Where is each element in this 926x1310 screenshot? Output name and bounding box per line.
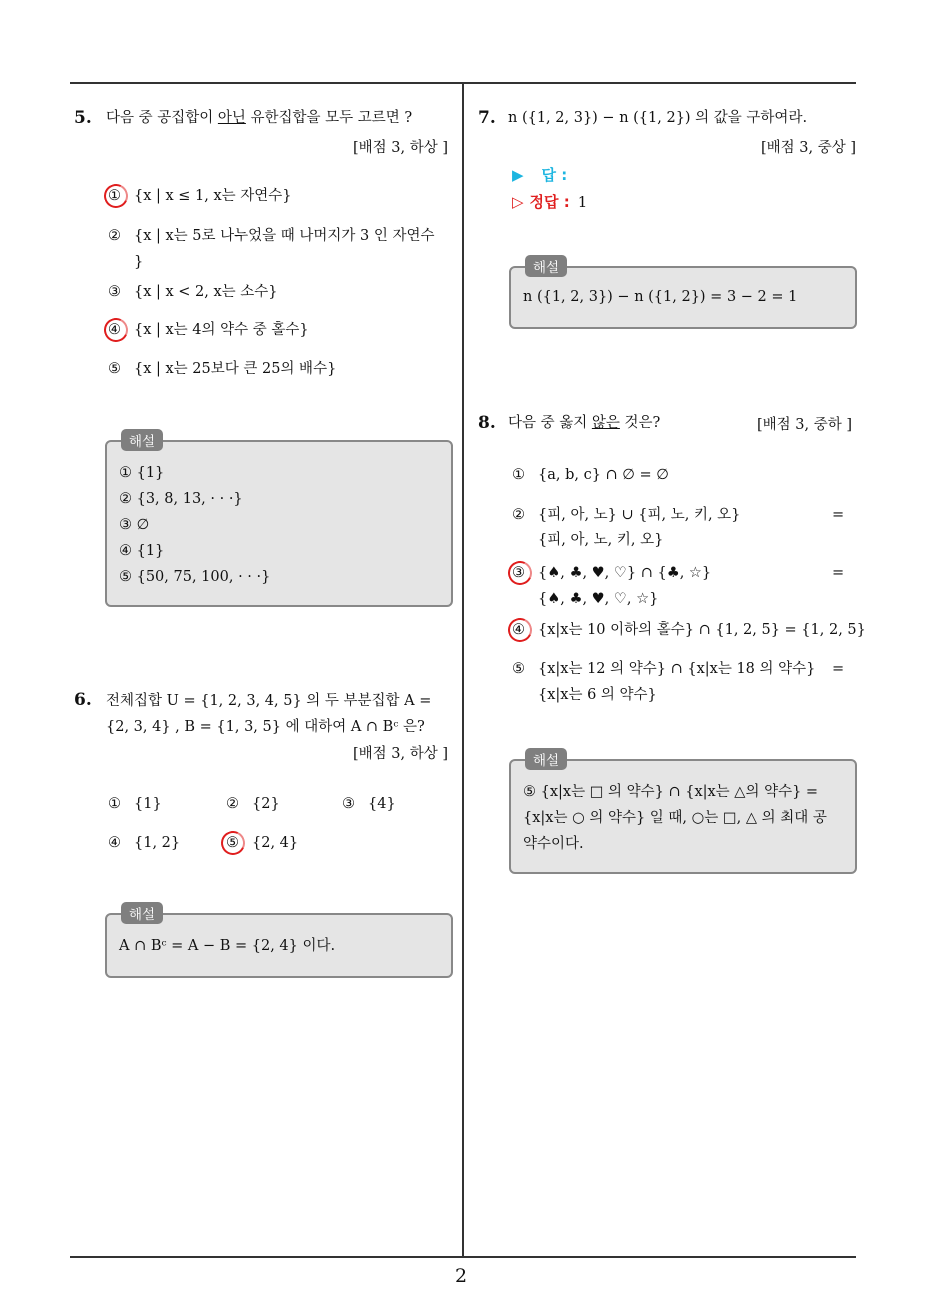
- q6-question-line1: 전체집합 U = {1, 2, 3, 4, 5} 의 두 부분집합 A =: [106, 693, 432, 709]
- explanation-line: ② {3, 8, 13, · · ·}: [119, 491, 243, 507]
- q8-text-underlined: 않은: [591, 415, 620, 431]
- q8-option-2[interactable]: [512, 503, 740, 527]
- explanation-tag: 해설: [121, 429, 163, 451]
- q8-option-3-equals: =: [832, 565, 845, 581]
- q8-text-after: 것은?: [619, 415, 661, 431]
- answer-play-icon: ▶: [512, 166, 524, 184]
- explanation-line: {x|x는 ○ 의 약수} 일 때, ○는 □, △ 의 최대 공: [523, 810, 827, 826]
- option-text: {x | x ≤ 1, x는 자연수}: [134, 188, 292, 204]
- q8-option-5-cont: {x|x는 6 의 약수}: [538, 687, 657, 703]
- q5-text-before: 다음 중 공집합이: [106, 110, 218, 126]
- q8-option-3[interactable]: [512, 561, 711, 585]
- option-number: ④: [108, 322, 121, 338]
- q5-question: [106, 105, 412, 131]
- q6-explanation-box: [105, 907, 453, 978]
- explanation-line: A ∩ Bᶜ = A − B = {2, 4} 이다.: [119, 938, 336, 954]
- q8-text-before: 다음 중 옳지: [508, 415, 592, 431]
- option-number: ②: [226, 796, 239, 812]
- option-text: }: [134, 254, 144, 270]
- page-number: 2: [455, 1265, 468, 1287]
- explanation-tag: 해설: [525, 748, 567, 770]
- q5-option-1[interactable]: [108, 184, 292, 208]
- q5-text-underlined: 아닌: [217, 110, 246, 126]
- option-text: {x | x는 25보다 큰 25의 배수}: [134, 361, 337, 377]
- q5-score: [배점 3, 하상 ]: [352, 140, 448, 156]
- explanation-line: ⑤ {50, 75, 100, · · ·}: [119, 569, 271, 585]
- option-number: ⑤: [108, 361, 121, 377]
- q8-score: [배점 3, 중하 ]: [756, 417, 852, 433]
- q5-option-5[interactable]: [108, 357, 336, 381]
- q6-option-3[interactable]: [342, 792, 396, 816]
- option-text: {x | x는 5로 나누었을 때 나머지가 3 인 자연수: [134, 228, 435, 244]
- q7-score: [배점 3, 중상 ]: [760, 140, 856, 156]
- option-text: {4}: [368, 796, 396, 812]
- q6-number: 6.: [74, 690, 92, 710]
- explanation-line: ⑤ {x|x는 □ 의 약수} ∩ {x|x는 △의 약수} =: [523, 784, 819, 800]
- option-text: {1, 2}: [134, 835, 181, 851]
- option-number: ⑤: [512, 661, 525, 677]
- q5-option-4[interactable]: [108, 318, 309, 342]
- q8-question: [508, 410, 660, 436]
- explanation-tag: 해설: [525, 255, 567, 277]
- explanation-tag: 해설: [121, 902, 163, 924]
- q6-option-4[interactable]: [108, 831, 180, 855]
- explanation-line: ③ ∅: [119, 517, 150, 533]
- option-number: ①: [108, 188, 121, 204]
- q5-text-after: 유한집합을 모두 고르면 ?: [245, 110, 413, 126]
- q8-option-1[interactable]: [512, 463, 669, 487]
- correct-value: 1: [577, 193, 588, 211]
- option-number: ⑤: [226, 835, 239, 851]
- option-text: {x | x < 2, x는 소수}: [134, 284, 278, 300]
- option-number: ②: [108, 228, 121, 244]
- q6-option-1[interactable]: [108, 792, 162, 816]
- q8-option-4[interactable]: [512, 618, 866, 642]
- q5-explanation-box: [105, 434, 453, 607]
- q5-option-2[interactable]: [108, 224, 435, 248]
- option-text: {피, 아, 노} ∪ {피, 노, 키, 오}: [538, 507, 741, 523]
- option-text: {1}: [134, 796, 162, 812]
- option-number: ①: [108, 796, 121, 812]
- explanation-line: 약수이다.: [523, 836, 584, 852]
- column-divider: [462, 82, 464, 1257]
- q7-number: 7.: [478, 108, 496, 128]
- option-text: {x | x는 4의 약수 중 홀수}: [134, 322, 309, 338]
- q6-option-2[interactable]: [226, 792, 280, 816]
- option-text: {2, 4}: [252, 835, 299, 851]
- q8-option-5-equals: =: [832, 661, 845, 677]
- q7-explanation-box: [509, 260, 857, 329]
- option-number: ③: [342, 796, 355, 812]
- option-number: ④: [108, 835, 121, 851]
- q5-option-3[interactable]: [108, 280, 278, 304]
- explanation-line: n ({1, 2, 3}) − n ({1, 2}) = 3 − 2 = 1: [523, 289, 798, 305]
- q5-number: 5.: [74, 108, 92, 128]
- q8-option-2-equals: =: [832, 507, 845, 523]
- explanation-line: ④ {1}: [119, 543, 165, 559]
- option-text: {x|x는 10 이하의 홀수} ∩ {1, 2, 5} = {1, 2, 5}: [538, 622, 866, 638]
- option-number: ②: [512, 507, 525, 523]
- q8-explanation-box: [509, 753, 857, 874]
- correct-play-icon: ▷: [512, 193, 524, 211]
- q8-number: 8.: [478, 413, 496, 433]
- q6-question-line2: {2, 3, 4} , B = {1, 3, 5} 에 대하여 A ∩ Bᶜ 은?: [106, 719, 425, 735]
- q7-question: n ({1, 2, 3}) − n ({1, 2}) 의 값을 구하여라.: [508, 110, 808, 126]
- q8-option-5[interactable]: [512, 657, 815, 681]
- q6-score: [배점 3, 하상 ]: [352, 746, 448, 762]
- option-text: {2}: [252, 796, 280, 812]
- answer-row: [512, 164, 567, 185]
- q8-option-3-cont: {♠, ♣, ♥, ♡, ☆}: [538, 591, 659, 607]
- option-number: ①: [512, 467, 525, 483]
- correct-answer-row: [512, 191, 587, 212]
- option-text: {a, b, c} ∩ ∅ = ∅: [538, 467, 669, 483]
- option-number: ④: [512, 622, 525, 638]
- answer-label: 답 :: [541, 166, 568, 184]
- option-text: {x|x는 12 의 약수} ∩ {x|x는 18 의 약수}: [538, 661, 816, 677]
- q5-option-2-cont: [134, 250, 143, 274]
- correct-label: 정답 :: [529, 193, 570, 211]
- option-number: ③: [108, 284, 121, 300]
- bottom-rule: [70, 1256, 856, 1258]
- option-text: {♠, ♣, ♥, ♡} ∩ {♣, ☆}: [538, 565, 712, 581]
- option-number: ③: [512, 565, 525, 581]
- q8-option-2-cont: {피, 아, 노, 키, 오}: [538, 532, 664, 548]
- explanation-line: ① {1}: [119, 465, 165, 481]
